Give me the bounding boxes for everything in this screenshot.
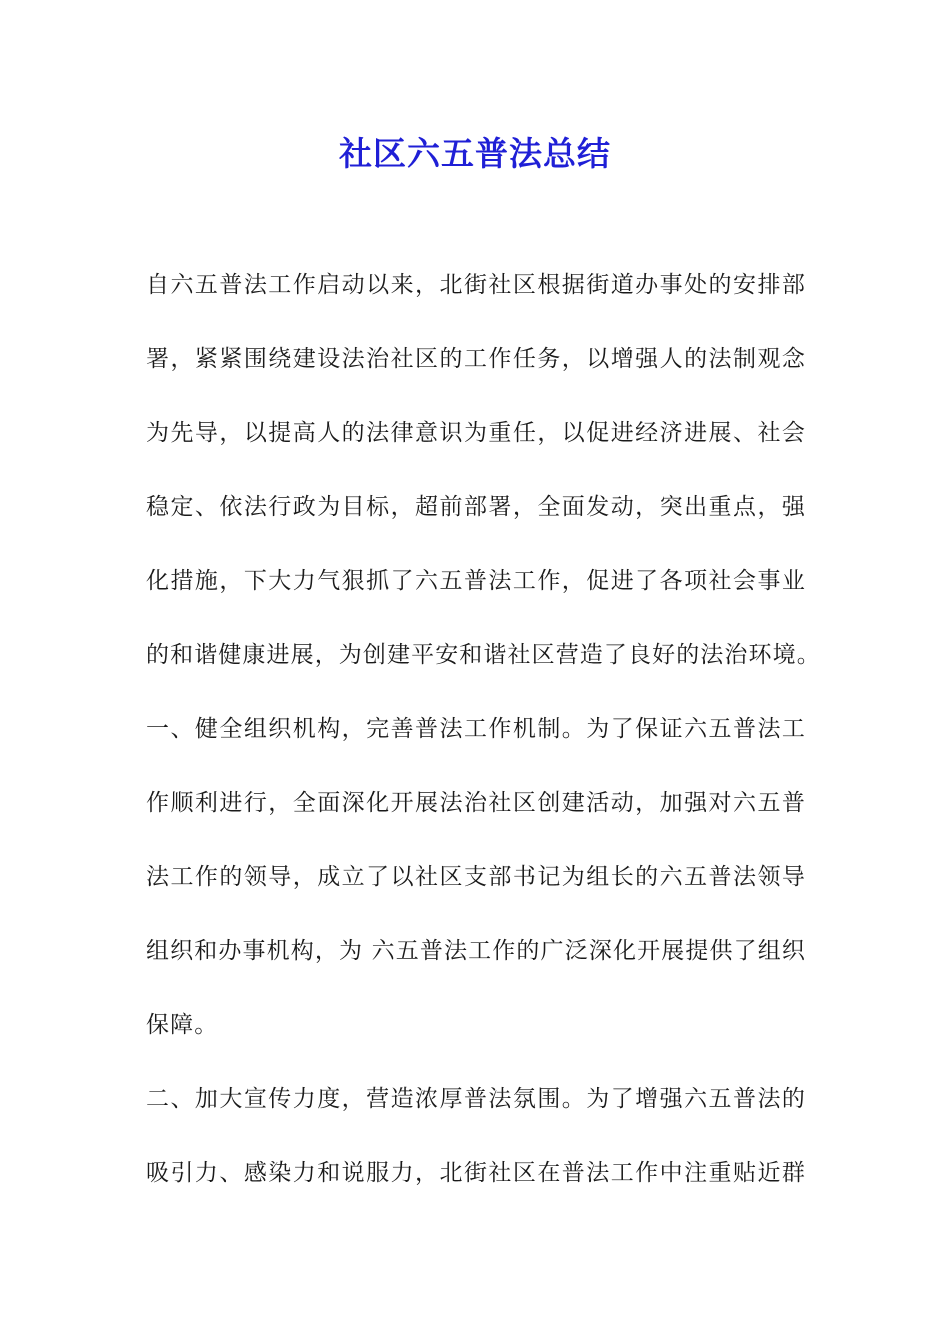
body-line: 稳定、依法行政为目标，超前部署，全面发动，突出重点，强: [146, 494, 806, 520]
body-line: 二、加大宣传力度，营造浓厚普法氛围。为了增强六五普法的: [146, 1086, 806, 1112]
body-line: 自六五普法工作启动以来，北街社区根据街道办事处的安排部: [146, 272, 806, 298]
body-line: 组织和办事机构，为 六五普法工作的广泛深化开展提供了组织: [146, 938, 806, 964]
body-line: 的和谐健康进展，为创建平安和谐社区营造了良好的法治环境。: [146, 642, 821, 668]
body-line: 一、健全组织机构，完善普法工作机制。为了保证六五普法工: [146, 716, 806, 742]
body-line: 化措施，下大力气狠抓了六五普法工作，促进了各项社会事业: [146, 568, 806, 594]
body-line: 法工作的领导，成立了以社区支部书记为组长的六五普法领导: [146, 864, 806, 890]
body-line: 吸引力、感染力和说服力，北街社区在普法工作中注重贴近群: [146, 1160, 806, 1186]
body-line: 署，紧紧围绕建设法治社区的工作任务，以增强人的法制观念: [146, 346, 806, 372]
body-line: 作顺利进行，全面深化开展法治社区创建活动，加强对六五普: [146, 790, 806, 816]
body-line: 为先导，以提高人的法律意识为重任，以促进经济进展、社会: [146, 420, 806, 446]
document-title: 社区六五普法总结: [339, 134, 611, 173]
body-line: 保障。: [146, 1012, 219, 1038]
document-body: [146, 261, 821, 1223]
